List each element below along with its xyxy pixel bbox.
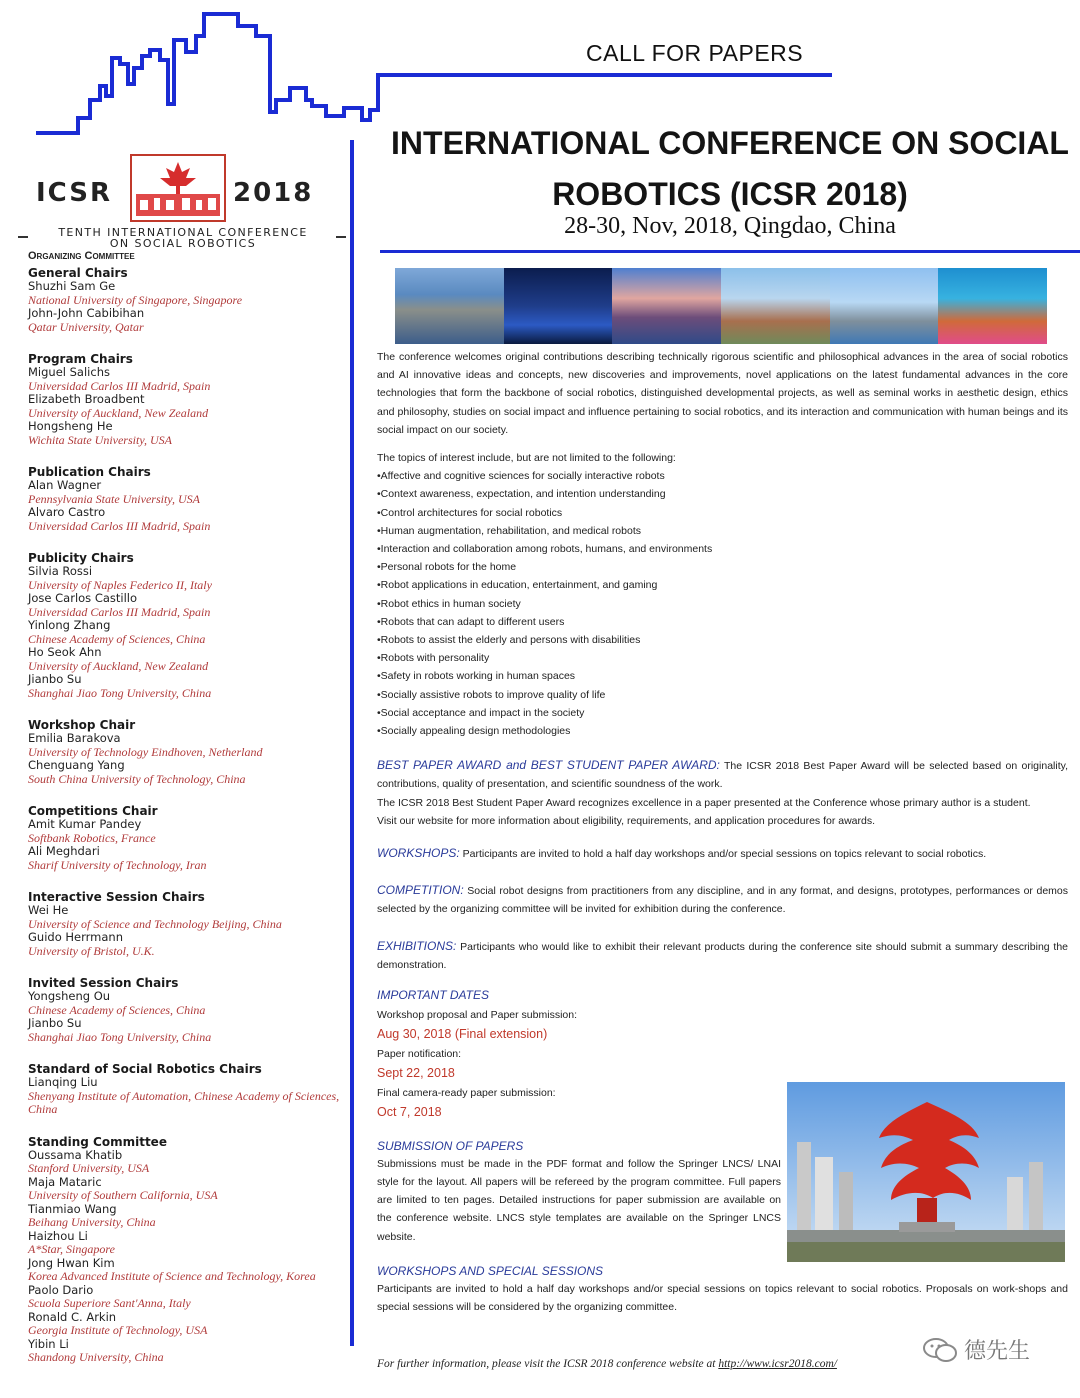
member-name: Oussama Khatib bbox=[28, 1147, 123, 1162]
committee-group-title: Program Chairs bbox=[28, 352, 133, 366]
member-affiliation: Chinese Academy of Sciences, China bbox=[28, 631, 206, 646]
member-name: Lianqing Liu bbox=[28, 1075, 98, 1089]
member-name: Emilia Barakova bbox=[28, 731, 121, 745]
member-affiliation: Shanghai Jiao Tong University, China bbox=[28, 1029, 212, 1044]
left-column-border bbox=[350, 140, 354, 1346]
committee-group bbox=[28, 977, 348, 1044]
logo-emblem-icon bbox=[130, 154, 226, 222]
member-affiliation: Georgia Institute of Technology, USA bbox=[28, 1323, 208, 1337]
organizing-committee bbox=[28, 250, 348, 1384]
member-name: Yibin Li bbox=[28, 1336, 69, 1351]
member-affiliation: Universidad Carlos III Madrid, Spain bbox=[28, 604, 211, 619]
member-name: Jong Hwan Kim bbox=[28, 1255, 115, 1270]
member-name: Alan Wagner bbox=[28, 478, 102, 492]
member-affiliation: Shenyang Institute of Automation, Chinese Academy of Sciences, China bbox=[28, 1088, 340, 1116]
member-affiliation: Universidad Carlos III Madrid, Spain bbox=[28, 378, 211, 393]
competition-text: Social robot designs from practitioners from any discipline, and in any format, and designs, prototypes, performances or demos selected by the organizing committee will be invited for exhibition during the conference. bbox=[377, 885, 1068, 916]
icsr-logo bbox=[18, 148, 348, 248]
topic-item: •Socially assistive robots to improve quality of life bbox=[377, 688, 606, 701]
committee-group bbox=[28, 267, 348, 334]
member-name: Elizabeth Broadbent bbox=[28, 392, 145, 406]
date-value: Sept 22, 2018 bbox=[377, 1066, 455, 1081]
photo-skyline bbox=[830, 268, 939, 344]
date-label: Paper notification: bbox=[377, 1047, 462, 1060]
member-name: Yinlong Zhang bbox=[28, 618, 111, 632]
committee-group-title: Standing Committee bbox=[28, 1134, 167, 1149]
topic-item: •Robot applications in education, entertainment, and gaming bbox=[377, 579, 658, 592]
topic-item: •Affective and cognitive sciences for socially interactive robots bbox=[377, 470, 665, 483]
logo-subtitle-line2: ON SOCIAL ROBOTICS bbox=[109, 237, 257, 250]
award-heading: BEST PAPER AWARD and BEST STUDENT PAPER AWARD: bbox=[377, 758, 720, 773]
conference-title-line1: INTERNATIONAL CONFERENCE ON SOCIAL bbox=[391, 125, 1069, 161]
member-name: Maja Mataric bbox=[28, 1174, 102, 1189]
topic-item: •Context awareness, expectation, and intention understanding bbox=[377, 488, 666, 501]
exhibitions-heading: EXHIBITIONS: bbox=[377, 938, 457, 953]
member-name: Jose Carlos Castillo bbox=[28, 591, 138, 605]
member-affiliation: Korea Advanced Institute of Science and Technology, Korea bbox=[28, 1269, 316, 1283]
committee-group-title: Interactive Session Chairs bbox=[28, 890, 205, 904]
competition-heading: COMPETITION: bbox=[377, 883, 464, 898]
wechat-icon bbox=[922, 1336, 958, 1364]
committee-group-title: Competitions Chair bbox=[28, 804, 158, 818]
conference-dateline: 28-30, Nov, 2018, Qingdao, China bbox=[564, 213, 896, 239]
committee-group bbox=[28, 552, 348, 700]
committee-group-title: Publication Chairs bbox=[28, 465, 151, 479]
committee-group bbox=[28, 353, 348, 447]
member-affiliation: University of Technology Eindhoven, Netherland bbox=[28, 744, 263, 759]
award-text1: The ICSR 2018 Best Paper Award will be selected based on originality, contributions, quality of presentation, and scientific soundness of the work. bbox=[377, 760, 1069, 791]
member-affiliation: University of Southern California, USA bbox=[28, 1188, 218, 1202]
special-sessions-heading: WORKSHOPS AND SPECIAL SESSIONS bbox=[377, 1263, 604, 1278]
member-name: Guido Herrmann bbox=[28, 930, 123, 944]
award-section bbox=[377, 756, 1068, 830]
member-affiliation: Beihang University, China bbox=[28, 1215, 156, 1229]
qingdao-photo-strip bbox=[395, 268, 1047, 344]
member-name: Miguel Salichs bbox=[28, 365, 110, 379]
footer-text: For further information, please visit the ICSR 2018 conference website at bbox=[377, 1358, 719, 1370]
topic-item: •Robot ethics in human society bbox=[377, 597, 521, 610]
topic-item: •Robots to assist the elderly and persons with disabilities bbox=[377, 634, 641, 647]
member-name: Shuzhi Sam Ge bbox=[28, 279, 116, 293]
may-fourth-square-photo bbox=[787, 1082, 1065, 1262]
member-affiliation: University of Science and Technology Beijing, China bbox=[28, 916, 282, 931]
intro-paragraph: The conference welcomes original contributions describing technically rigorous scientific and philosophical advances in the area of social robotics and AI innovative ideas and concepts, new discoveries and improvements, novel applications on the latest fundamental advances in the core technologies that form the backbone of social robotics, distinguished developmental projects, as well as seminal works in aesthetic design, ethics and philosophy, studies on social impact and influence pertaining to social robotics, and its interaction and communication with human beings and its social impact on our society. bbox=[377, 351, 1068, 436]
member-affiliation: Qatar University, Qatar bbox=[28, 319, 144, 334]
committee-heading: Organizing Committee bbox=[28, 250, 135, 262]
member-affiliation: Shanghai Jiao Tong University, China bbox=[28, 685, 212, 700]
topic-item: •Socially appealing design methodologies bbox=[377, 725, 571, 738]
conference-title bbox=[380, 118, 1080, 220]
committee-group bbox=[28, 719, 348, 786]
exhibitions-section bbox=[377, 937, 1068, 974]
logo-year-text: 2018 bbox=[233, 178, 314, 208]
committee-group bbox=[28, 1136, 348, 1365]
call-for-papers-heading: CALL FOR PAPERS bbox=[586, 40, 804, 66]
topic-item: •Social acceptance and impact in the society bbox=[377, 706, 585, 719]
member-affiliation: Sharif University of Technology, Iran bbox=[28, 857, 207, 872]
topics-list bbox=[377, 449, 1068, 740]
exhibitions-text: Participants who would like to exhibit their relevant products during the conference site should submit a summary describing the demonstration. bbox=[377, 940, 1068, 971]
dates-heading: IMPORTANT DATES bbox=[377, 988, 490, 1003]
award-text2: The ICSR 2018 Best Student Paper Award recognizes excellence in a paper presented at the Conference whose primary author is a student. bbox=[377, 796, 1031, 809]
committee-group-title: Invited Session Chairs bbox=[28, 976, 179, 990]
special-sessions-text: Participants are invited to hold a half day workshops and/or special sessions on topics relevant to social robotics. Proposals on work-shops and special sessions will be considered by the organizing committee. bbox=[377, 1283, 1068, 1314]
photo-coral-reef bbox=[938, 268, 1047, 344]
topic-item: •Interaction and collaboration among robots, humans, and environments bbox=[377, 543, 713, 556]
date-label: Workshop proposal and Paper submission: bbox=[377, 1008, 577, 1021]
member-affiliation: Stanford University, USA bbox=[28, 1161, 150, 1175]
award-text3: Visit our website for more information about eligibility, requirements, and application procedures for awards. bbox=[377, 814, 876, 827]
watermark-text: 德先生 bbox=[964, 1339, 1031, 1364]
member-name: Paolo Dario bbox=[28, 1282, 94, 1297]
conference-title-line2: ROBOTICS (ICSR 2018) bbox=[552, 176, 908, 213]
workshops-section bbox=[377, 844, 1068, 863]
member-affiliation: South China University of Technology, China bbox=[28, 771, 246, 786]
member-affiliation: Pennsylvania State University, USA bbox=[28, 491, 200, 506]
member-affiliation: Chinese Academy of Sciences, China bbox=[28, 1002, 206, 1017]
topic-item: •Robots with personality bbox=[377, 652, 490, 665]
member-affiliation: National University of Singapore, Singapore bbox=[28, 292, 243, 307]
topic-item: •Personal robots for the home bbox=[377, 561, 517, 574]
committee-group bbox=[28, 805, 348, 872]
member-name: Silvia Rossi bbox=[28, 564, 93, 578]
member-affiliation: University of Bristol, U.K. bbox=[28, 943, 155, 958]
member-name: Ho Seok Ahn bbox=[28, 645, 102, 659]
photo-old-town bbox=[721, 268, 830, 344]
committee-group-title: Publicity Chairs bbox=[28, 551, 134, 565]
topic-item: •Control architectures for social robotics bbox=[377, 506, 563, 519]
member-affiliation: A*Star, Singapore bbox=[28, 1242, 115, 1256]
workshops-heading: WORKSHOPS: bbox=[377, 846, 460, 861]
special-sessions-section bbox=[377, 1262, 1068, 1317]
member-name: Hongsheng He bbox=[28, 419, 113, 433]
logo-icsr-text: ICSR bbox=[36, 178, 112, 208]
member-name: John-John Cabibihan bbox=[28, 306, 145, 320]
topics-lead: The topics of interest include, but are not limited to the following: bbox=[377, 452, 676, 465]
photo-sunset-harbor bbox=[612, 268, 721, 344]
workshops-text: Participants are invited to hold a half day workshops and/or special sessions on topics relevant to social robotics. bbox=[459, 848, 987, 861]
member-affiliation: Shandong University, China bbox=[28, 1350, 164, 1364]
member-affiliation: University of Auckland, New Zealand bbox=[28, 658, 209, 673]
conference-website-link[interactable]: http://www.icsr2018.com/ bbox=[718, 1358, 837, 1370]
committee-group bbox=[28, 466, 348, 533]
member-name: Amit Kumar Pandey bbox=[28, 817, 142, 831]
submission-text: Submissions must be made in the PDF format and follow the Springer LNCS/ LNAI style for the layout. All papers will be refereed by the program committee. Full papers are limited to ten pages. Detailed instructions for paper submission are available on the conference website. LNCS style templates are available on the Springer LNCS website. bbox=[377, 1157, 781, 1243]
photo-night-city bbox=[504, 268, 613, 344]
photo-city-coast bbox=[395, 268, 504, 344]
committee-group-title: Workshop Chair bbox=[28, 718, 136, 732]
member-affiliation: University of Naples Federico II, Italy bbox=[28, 577, 212, 592]
date-value: Aug 30, 2018 (Final extension) bbox=[377, 1027, 548, 1042]
member-name: Jianbo Su bbox=[28, 1016, 82, 1030]
member-affiliation: Scuola Superiore Sant'Anna, Italy bbox=[28, 1296, 191, 1310]
member-name: Ronald C. Arkin bbox=[28, 1309, 117, 1324]
header-divider bbox=[380, 250, 1080, 253]
member-affiliation: University of Auckland, New Zealand bbox=[28, 405, 209, 420]
date-value: Oct 7, 2018 bbox=[377, 1105, 442, 1120]
submission-section bbox=[377, 1137, 781, 1246]
member-name: Yongsheng Ou bbox=[28, 989, 111, 1003]
competition-section bbox=[377, 881, 1068, 918]
topic-item: •Safety in robots working in human spaces bbox=[377, 670, 576, 683]
submission-heading: SUBMISSION OF PAPERS bbox=[377, 1138, 524, 1153]
footer-info bbox=[377, 1358, 837, 1370]
member-name: Jianbo Su bbox=[28, 672, 82, 686]
topic-item: •Robots that can adapt to different users bbox=[377, 615, 565, 628]
committee-group-title: General Chairs bbox=[28, 266, 128, 280]
member-name: Haizhou Li bbox=[28, 1228, 88, 1243]
date-label: Final camera-ready paper submission: bbox=[377, 1086, 556, 1099]
member-name: Wei He bbox=[28, 903, 69, 917]
member-affiliation: Universidad Carlos III Madrid, Spain bbox=[28, 518, 211, 533]
member-name: Ali Meghdari bbox=[28, 844, 100, 858]
member-affiliation: Softbank Robotics, France bbox=[28, 830, 156, 845]
committee-groups bbox=[28, 267, 348, 1365]
topic-item: •Human augmentation, rehabilitation, and medical robots bbox=[377, 524, 641, 537]
member-name: Tianmiao Wang bbox=[28, 1201, 117, 1216]
committee-group bbox=[28, 891, 348, 958]
watermark bbox=[922, 1334, 1030, 1365]
logo-subtitle-line1: TENTH INTERNATIONAL CONFERENCE bbox=[58, 226, 308, 239]
committee-group bbox=[28, 1063, 348, 1117]
member-affiliation: Wichita State University, USA bbox=[28, 432, 172, 447]
committee-group-title: Standard of Social Robotics Chairs bbox=[28, 1062, 262, 1076]
member-name: Chenguang Yang bbox=[28, 758, 125, 772]
member-name: Alvaro Castro bbox=[28, 505, 106, 519]
